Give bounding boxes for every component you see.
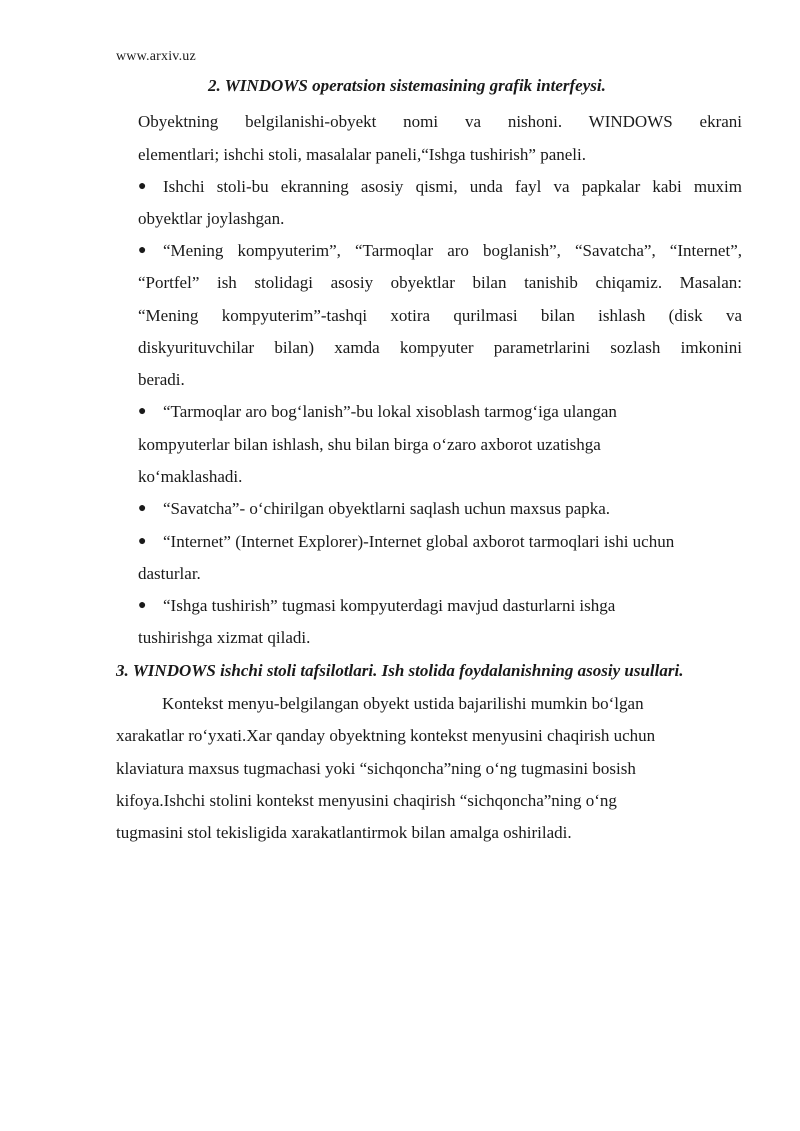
bullet-icon: ● — [138, 243, 147, 258]
bullet-icon: ● — [138, 501, 147, 516]
section3-para-line-4: kifoya.Ishchi stolini kontekst menyusini chaqirish “sichqoncha”ning o‘ng — [116, 791, 617, 810]
bullet1-line-2: obyektlar joylashgan. — [138, 209, 285, 228]
section3-para-line-1: Kontekst menyu-belgilangan obyekt ustida bajarilishi mumkin bo‘lgan — [162, 694, 644, 713]
section3-para-line-5: tugmasini stol tekisligida xarakatlantirmok bilan amalga oshiriladi. — [116, 823, 572, 842]
intro-line-1: Obyektning belgilanishi-obyekt nomi va nishoni. WINDOWS ekrani — [138, 112, 742, 131]
bullet-icon: ● — [138, 179, 147, 194]
bullet2-line-3: “Mening kompyuterim”-tashqi xotira qurilmasi bilan ishlash (disk va — [138, 306, 742, 325]
bullet3-line-2: kompyuterlar bilan ishlash, shu bilan birga o‘zaro axborot uzatishga — [138, 435, 601, 454]
bullet3-line-3: ko‘maklashadi. — [138, 467, 243, 486]
bullet5-line-2: dasturlar. — [138, 564, 201, 583]
bullet5-line-1: “Internet” (Internet Explorer)-Internet global axborot tarmoqlari ishi uchun — [163, 532, 675, 551]
section3-para-line-2: xarakatlar ro‘yxati.Xar qanday obyektning kontekst menyusini chaqirish uchun — [116, 726, 656, 745]
section3-para-line-3: klaviatura maxsus tugmachasi yoki “sichqoncha”ning o‘ng tugmasini bosish — [116, 759, 636, 778]
header-url: www.arxiv.uz — [116, 49, 196, 64]
bullet-icon: ● — [138, 598, 147, 613]
bullet-icon: ● — [138, 404, 147, 419]
bullet2-line-4: diskyurituvchilar bilan) xamda kompyuter parametrlarini sozlash imkonini — [138, 338, 742, 357]
bullet1-line-1: Ishchi stoli-bu ekranning asosiy qismi, unda fayl va papkalar kabi muxim — [163, 177, 742, 196]
bullet2-line-1: “Mening kompyuterim”, “Tarmoqlar aro boglanish”, “Savatcha”, “Internet”, — [163, 241, 742, 260]
bullet4-line-1: “Savatcha”- o‘chirilgan obyektlarni saqlash uchun maxsus papka. — [163, 499, 611, 518]
section2-heading: 2. WINDOWS operatsion sistemasining grafik interfeysi. — [208, 76, 606, 95]
bullet6-line-1: “Ishga tushirish” tugmasi kompyuterdagi mavjud dasturlarni ishga — [163, 596, 616, 615]
bullet6-line-2: tushirishga xizmat qiladi. — [138, 628, 311, 647]
section3-heading: 3. WINDOWS ishchi stoli tafsilotlari. Ish stolida foydalanishning asosiy usullari. — [116, 661, 684, 680]
bullet2-line-2: “Portfel” ish stolidagi asosiy obyektlar bilan tanishib chiqamiz. Masalan: — [138, 273, 742, 292]
bullet-icon: ● — [138, 534, 147, 549]
intro-line-2: elementlari; ishchi stoli, masalalar paneli,“Ishga tushirish” paneli. — [138, 145, 587, 164]
bullet3-line-1: “Tarmoqlar aro bog‘lanish”-bu lokal xisoblash tarmog‘iga ulangan — [163, 402, 617, 421]
bullet2-line-5: beradi. — [138, 370, 185, 389]
